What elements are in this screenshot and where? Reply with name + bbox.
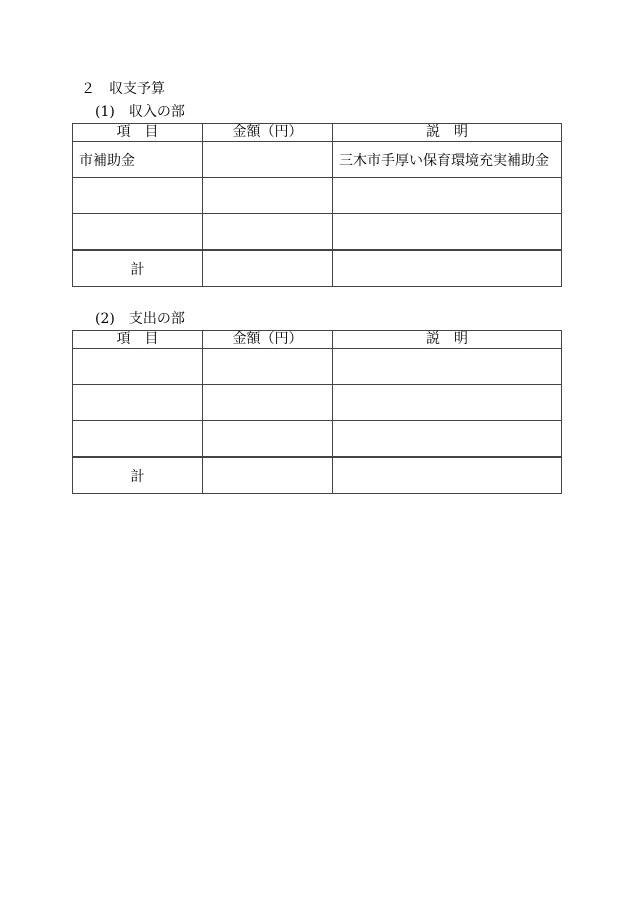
expense-section-title: (2) 支出の部 [95, 311, 185, 327]
income-row-description [333, 214, 562, 251]
expense-row [73, 421, 562, 458]
income-row [73, 178, 562, 214]
income-total-description [333, 250, 562, 287]
expense-header-description: 説 明 [333, 331, 562, 349]
expense-row-description [333, 349, 562, 385]
income-row-amount [203, 178, 333, 214]
expense-header-row [73, 331, 562, 349]
section-title: ２ 収支予算 [81, 81, 165, 97]
income-total-amount [203, 250, 333, 287]
income-row-item: 市補助金 [73, 142, 203, 178]
expense-row [73, 349, 562, 385]
income-header-item: 項 目 [73, 124, 203, 142]
income-total-row [73, 250, 562, 287]
expense-table [72, 330, 562, 494]
expense-total-row [73, 457, 562, 494]
expense-header-amount: 金額（円） [203, 331, 333, 349]
income-row [73, 142, 562, 178]
expense-header-item: 項 目 [73, 331, 203, 349]
income-row-description: 三木市手厚い保育環境充実補助金 [333, 142, 562, 178]
expense-total-label: 計 [73, 457, 203, 494]
expense-row-amount [203, 385, 333, 421]
income-header-amount: 金額（円） [203, 124, 333, 142]
expense-row-amount [203, 349, 333, 385]
expense-row-amount [203, 421, 333, 458]
expense-total-description [333, 457, 562, 494]
expense-total-amount [203, 457, 333, 494]
income-row-amount [203, 214, 333, 251]
income-section-title: (1) 収入の部 [95, 104, 185, 120]
income-row-amount [203, 142, 333, 178]
income-table [72, 123, 562, 287]
income-row-item [73, 214, 203, 251]
expense-row-item [73, 385, 203, 421]
income-row-item [73, 178, 203, 214]
income-header-row [73, 124, 562, 142]
income-row-description [333, 178, 562, 214]
expense-row-description [333, 421, 562, 458]
income-header-description: 説 明 [333, 124, 562, 142]
expense-row [73, 385, 562, 421]
expense-row-description [333, 385, 562, 421]
income-total-label: 計 [73, 250, 203, 287]
expense-row-item [73, 421, 203, 458]
expense-row-item [73, 349, 203, 385]
income-row [73, 214, 562, 251]
